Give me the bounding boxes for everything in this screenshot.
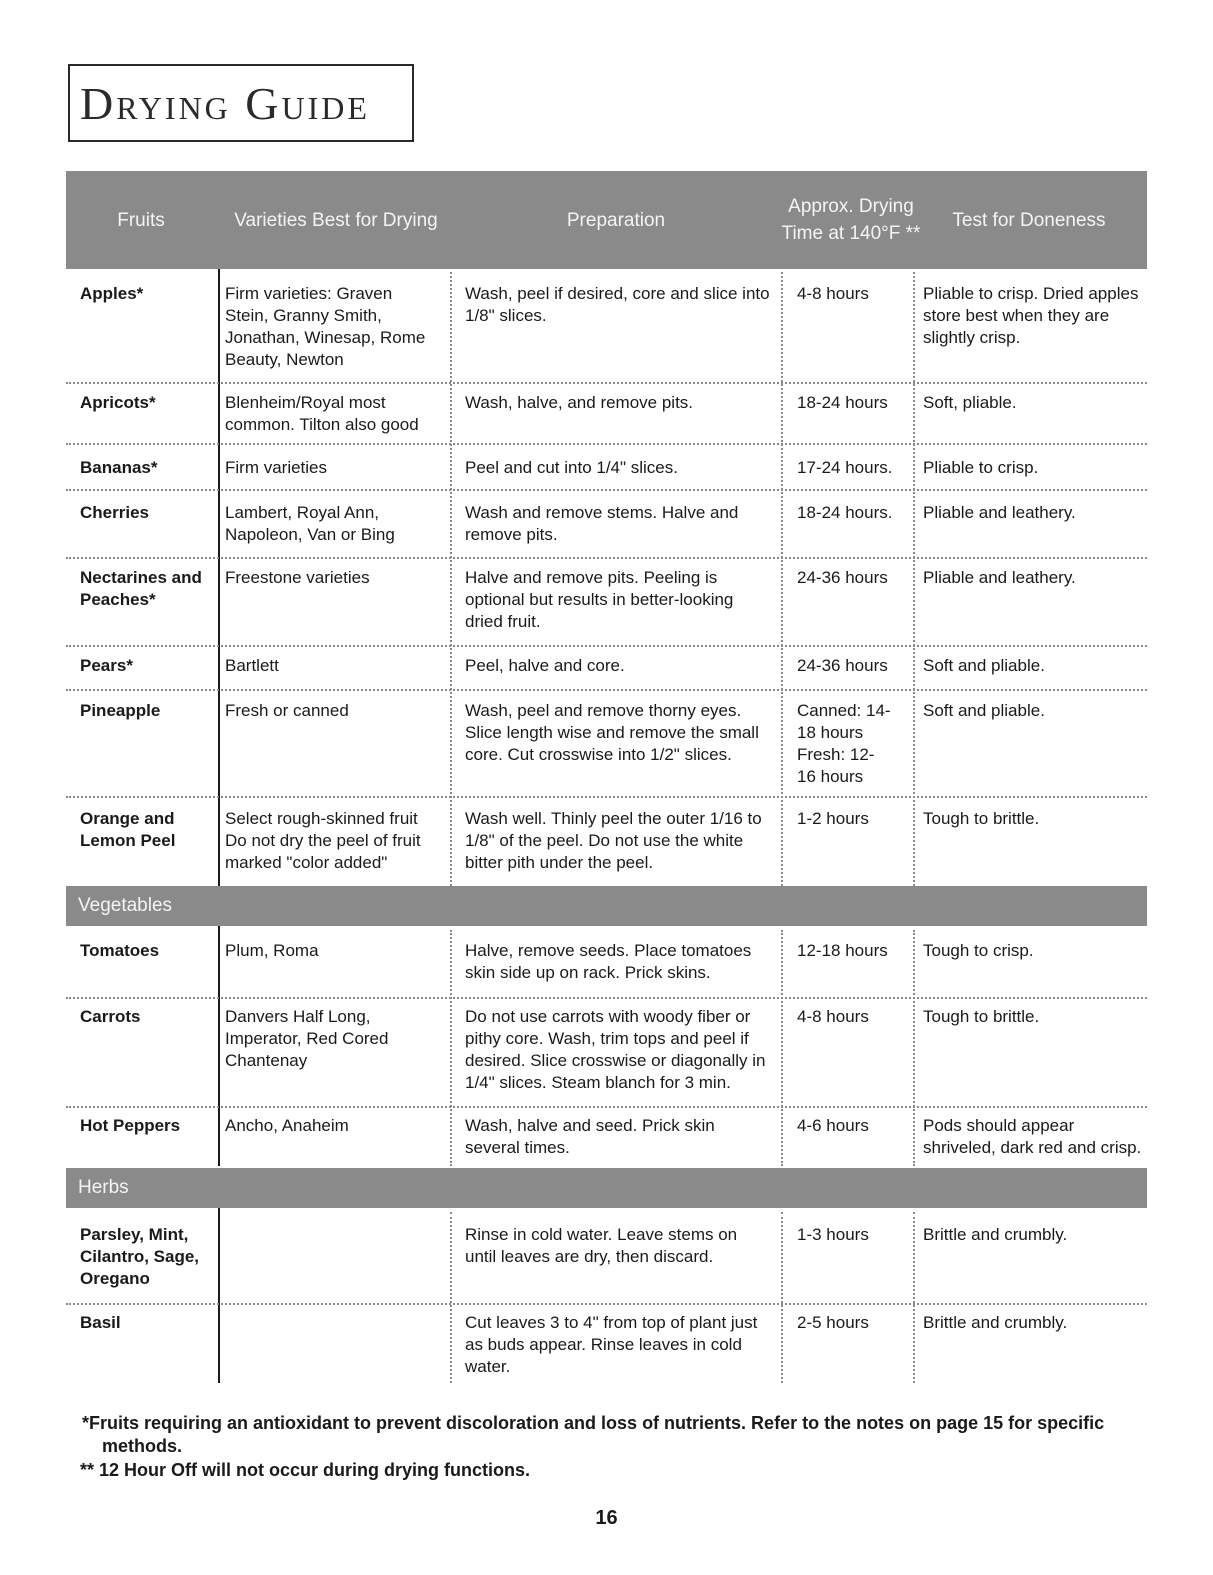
item-name: Orange and Lemon Peel — [80, 809, 176, 850]
column-dots — [781, 272, 783, 886]
item-drying-time: 4-8 hours — [797, 1007, 869, 1026]
row-separator — [66, 382, 1147, 384]
item-doneness-test: Pliable to crisp. — [923, 458, 1039, 477]
column-dots — [450, 1212, 452, 1383]
item-drying-time: 18-24 hours. — [797, 503, 893, 522]
row-separator — [66, 997, 1147, 999]
item-varieties: Fresh or canned — [225, 701, 349, 720]
item-name: Hot Peppers — [80, 1116, 181, 1135]
item-drying-time: 2-5 hours — [797, 1313, 869, 1332]
row-separator — [66, 489, 1147, 491]
header-varieties: Varieties Best for Drying — [234, 209, 438, 231]
item-doneness-test: Pods should appear shriveled, dark red and crisp. — [923, 1116, 1142, 1157]
row-separator — [66, 645, 1147, 647]
item-varieties: Lambert, Royal Ann, Napoleon, Van or Bing — [225, 503, 395, 544]
item-doneness-test: Pliable to crisp. Dried apples store best when they are slightly crisp. — [923, 284, 1139, 347]
item-drying-time: 12-18 hours — [797, 941, 888, 960]
item-varieties: Ancho, Anaheim — [225, 1116, 349, 1135]
column-dots — [781, 930, 783, 1166]
item-varieties: Blenheim/Royal most common. Tilton also good — [225, 393, 419, 434]
item-drying-time: 1-2 hours — [797, 809, 869, 828]
footnote-antioxidant: *Fruits requiring an antioxidant to prevent discoloration and loss of nutrients. Refer to the notes on page 15 for specific methods. — [82, 1413, 1105, 1456]
item-drying-time: 1-3 hours — [797, 1225, 869, 1244]
item-doneness-test: Tough to brittle. — [923, 809, 1040, 828]
item-preparation: Halve and remove pits. Peeling is optional but results in better-looking dried fruit. — [465, 568, 734, 631]
item-name: Apricots* — [80, 393, 156, 412]
item-name: Apples* — [80, 284, 144, 303]
item-name: Nectarines and Peaches* — [80, 568, 202, 609]
column-divider — [218, 1208, 220, 1383]
item-varieties: Bartlett — [225, 656, 279, 675]
row-separator — [66, 557, 1147, 559]
column-dots — [781, 1212, 783, 1383]
item-name: Parsley, Mint, Cilantro, Sage, Oregano — [80, 1225, 200, 1288]
header-fruits: Fruits — [117, 209, 165, 231]
item-varieties: Danvers Half Long, Imperator, Red Cored Chantenay — [225, 1007, 389, 1070]
section-label: Vegetables — [78, 895, 173, 916]
item-drying-time: 24-36 hours — [797, 568, 888, 587]
item-drying-time: 4-8 hours — [797, 284, 869, 303]
item-drying-time: Canned: 14-18 hours Fresh: 12-16 hours — [797, 701, 891, 786]
item-name: Pineapple — [80, 701, 161, 720]
row-separator — [66, 796, 1147, 798]
header-test-doneness: Test for Doneness — [952, 209, 1106, 231]
footnote-hour-off: ** 12 Hour Off will not occur during drying functions. — [80, 1460, 531, 1480]
item-preparation: Wash, halve and seed. Prick skin several times. — [465, 1116, 715, 1157]
item-name: Tomatoes — [80, 941, 160, 960]
item-preparation: Cut leaves 3 to 4" from top of plant just as buds appear. Rinse leaves in cold water. — [465, 1313, 758, 1376]
item-drying-time: 18-24 hours — [797, 393, 888, 412]
page-title: Drying Guide — [80, 77, 370, 129]
item-preparation: Halve, remove seeds. Place tomatoes skin side up on rack. Prick skins. — [465, 941, 752, 982]
column-divider — [218, 926, 220, 1166]
title-box — [68, 64, 414, 142]
header-drying-time: Approx. Drying Time at 140°F ** — [781, 196, 921, 244]
item-varieties: Plum, Roma — [225, 941, 319, 960]
item-preparation: Do not use carrots with woody fiber or pithy core. Wash, trim tops and peel if desired. Slice crosswise or diagonally in 1/4" slices. Steam blanch for 3 min. — [465, 1007, 766, 1092]
row-separator — [66, 443, 1147, 445]
item-varieties: Select rough-skinned fruit Do not dry the peel of fruit marked "color added" — [225, 809, 421, 872]
section-header-vegetables — [66, 886, 1147, 926]
header-preparation: Preparation — [566, 209, 666, 231]
page-number: 16 — [595, 1507, 618, 1529]
item-drying-time: 24-36 hours — [797, 656, 888, 675]
item-name: Cherries — [80, 503, 149, 522]
item-doneness-test: Soft and pliable. — [923, 656, 1045, 675]
section-label: Herbs — [78, 1177, 129, 1198]
item-preparation: Wash, peel and remove thorny eyes. Slice length wise and remove the small core. Cut crosswise into 1/2" slices. — [465, 701, 759, 764]
item-drying-time: 17-24 hours. — [797, 458, 893, 477]
item-doneness-test: Soft, pliable. — [923, 393, 1017, 412]
item-doneness-test: Pliable and leathery. — [923, 503, 1076, 522]
item-doneness-test: Brittle and crumbly. — [923, 1313, 1068, 1332]
item-preparation: Wash and remove stems. Halve and remove pits. — [465, 503, 739, 544]
row-separator — [66, 1303, 1147, 1305]
item-name: Basil — [80, 1313, 121, 1332]
column-divider — [218, 269, 220, 886]
item-varieties: Firm varieties — [225, 458, 328, 477]
item-doneness-test: Tough to brittle. — [923, 1007, 1040, 1026]
item-preparation: Wash well. Thinly peel the outer 1/16 to 1/8" of the peel. Do not use the white bitter pith under the peel. — [465, 809, 762, 872]
item-name: Pears* — [80, 656, 133, 675]
item-name: Carrots — [80, 1007, 141, 1026]
item-preparation: Rinse in cold water. Leave stems on until leaves are dry, then discard. — [465, 1225, 738, 1266]
item-doneness-test: Pliable and leathery. — [923, 568, 1076, 587]
item-doneness-test: Soft and pliable. — [923, 701, 1045, 720]
item-doneness-test: Brittle and crumbly. — [923, 1225, 1068, 1244]
section-header-herbs — [66, 1168, 1147, 1208]
item-preparation: Peel, halve and core. — [465, 656, 625, 675]
column-dots — [450, 272, 452, 886]
item-varieties: Freestone varieties — [225, 568, 370, 587]
column-dots — [450, 930, 452, 1166]
item-preparation: Wash, peel if desired, core and slice into 1/8" slices. — [465, 284, 770, 325]
row-separator — [66, 689, 1147, 691]
row-separator — [66, 1106, 1147, 1108]
item-preparation: Peel and cut into 1/4" slices. — [465, 458, 678, 477]
table-header — [66, 171, 1147, 269]
item-preparation: Wash, halve, and remove pits. — [465, 393, 694, 412]
item-varieties: Firm varieties: Graven Stein, Granny Smith, Jonathan, Winesap, Rome Beauty, Newton — [225, 284, 426, 369]
item-name: Bananas* — [80, 458, 158, 477]
item-drying-time: 4-6 hours — [797, 1116, 869, 1135]
item-doneness-test: Tough to crisp. — [923, 941, 1034, 960]
